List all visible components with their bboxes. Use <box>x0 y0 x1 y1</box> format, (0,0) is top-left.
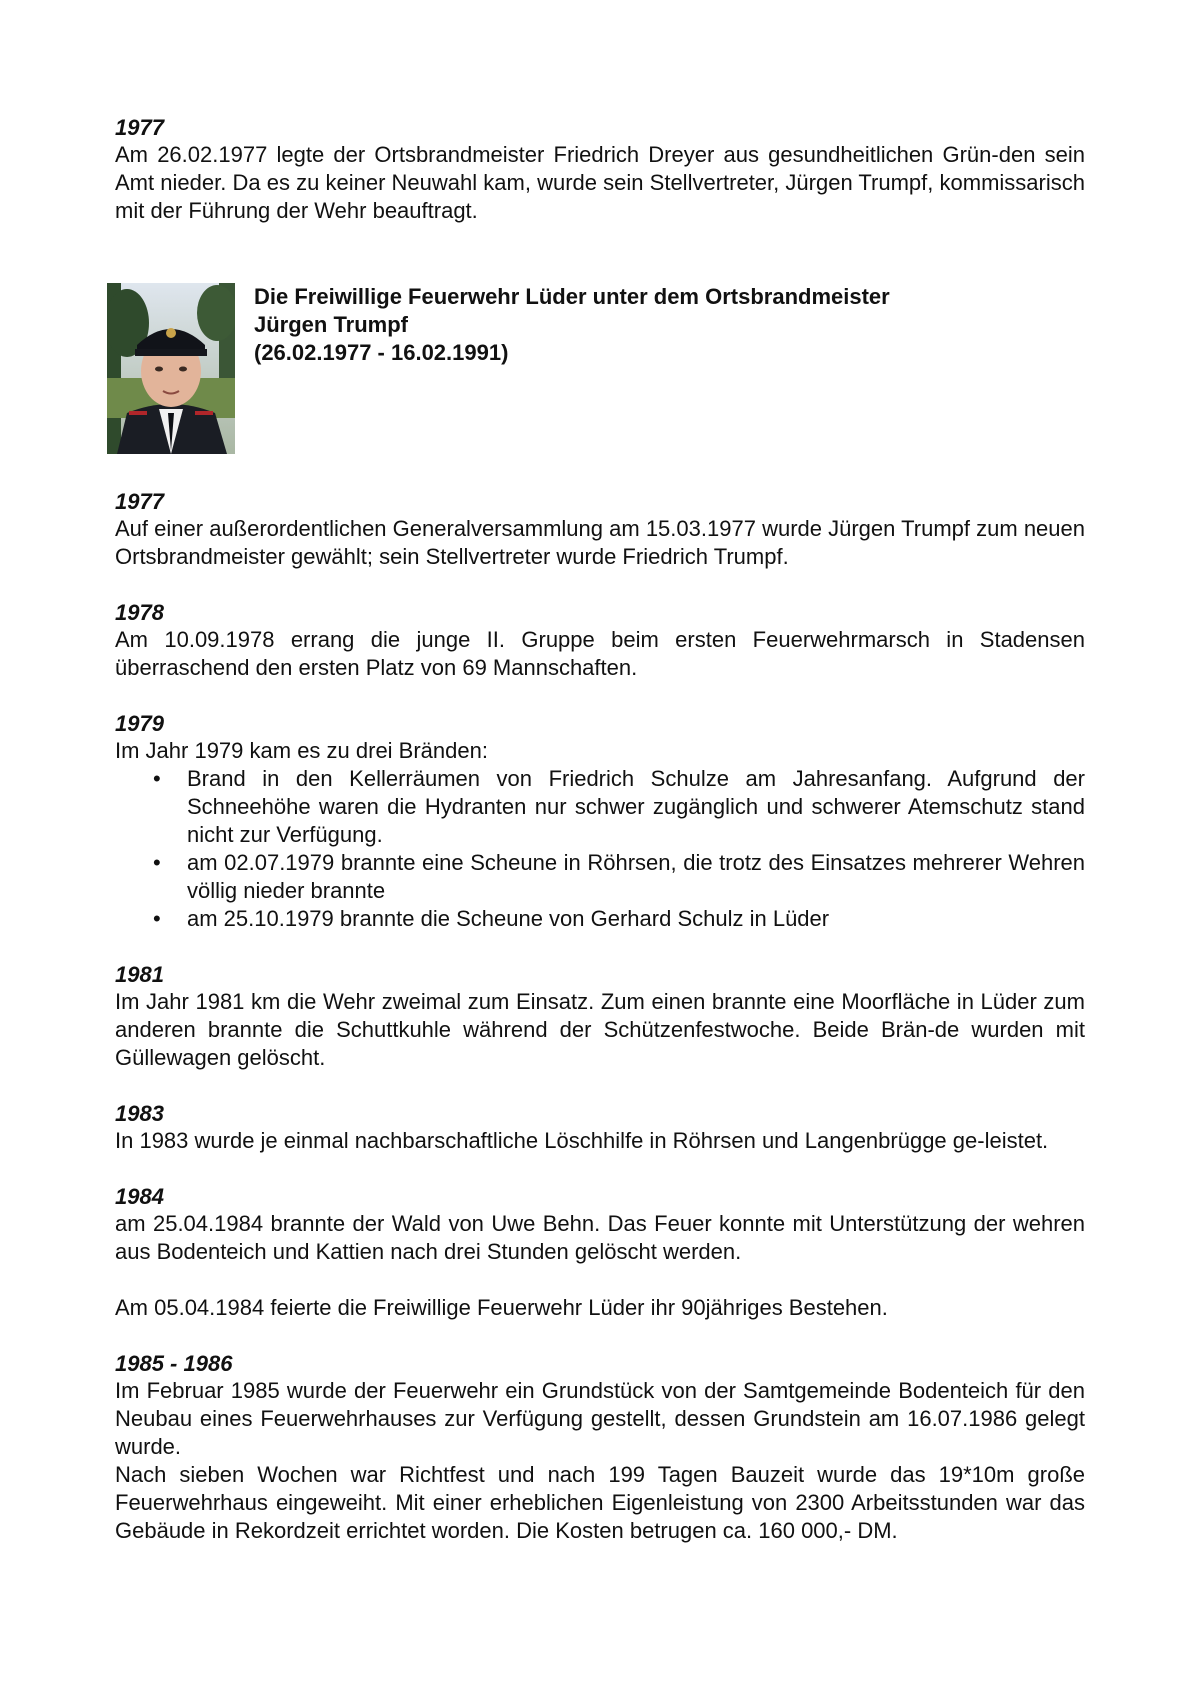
paragraph: Am 05.04.1984 feierte die Freiwillige Feuerwehr Lüder ihr 90jähriges Bestehen. <box>115 1295 888 1320</box>
paragraph: Auf einer außerordentlichen Generalversammlung am 15.03.1977 wurde Jürgen Trumpf zum neuen Ortsbrandmeister gewählt; sein Stellvertreter wurde Friedrich Trumpf. <box>115 516 1085 569</box>
year-heading: 1977 <box>115 115 164 140</box>
list-item <box>115 849 1085 905</box>
paragraph: am 25.04.1984 brannte der Wald von Uwe Behn. Das Feuer konnte mit Unterstützung der wehren aus Bodenteich und Kattien nach drei Stunden gelöscht werden. <box>115 1211 1085 1264</box>
year-heading: 1981 <box>115 962 164 987</box>
paragraph: Nach sieben Wochen war Richtfest und nach 199 Tagen Bauzeit wurde das 19*10m große Feuerwehrhaus eingeweiht. Mit einer erheblichen Eigenleistung von 2300 Arbeitsstunden war das Gebäude in Rekordzeit errichtet worden. Die Kosten betrugen ca. 160 000,- DM. <box>115 1462 1085 1543</box>
year-heading: 1983 <box>115 1101 164 1126</box>
section-1979 <box>115 710 1085 933</box>
year-heading: 1984 <box>115 1184 164 1209</box>
paragraph: Am 26.02.1977 legte der Ortsbrandmeister Friedrich Dreyer aus gesundheitlichen Grün-den sein Amt nieder. Da es zu keiner Neuwahl kam, wurde sein Stellvertreter, Jürgen Trumpf, kommissarisch mit der Führung der Wehr beauftragt. <box>115 142 1085 223</box>
paragraph: In 1983 wurde je einmal nachbarschaftliche Löschhilfe in Röhrsen und Langenbrügge ge-leistet. <box>115 1128 1049 1153</box>
list-item-text: Brand in den Kellerräumen von Friedrich Schulze am Jahresanfang. Aufgrund der Schneehöhe waren die Hydranten nur schwer zugänglich und schwerer Atemschutz stand nicht zur Verfügung. <box>187 766 1085 847</box>
chapter-title-line-2: Jürgen Trumpf <box>254 312 409 337</box>
chapter-title-dates: (26.02.1977 - 16.02.1991) <box>254 340 509 365</box>
section-1978 <box>115 599 1085 682</box>
paragraph: Im Februar 1985 wurde der Feuerwehr ein Grundstück von der Samtgemeinde Bodenteich für den Neubau eines Feuerwehrhauses zur Verfügung gestellt, dessen Grundstein am 16.07.1986 gelegt wurde. <box>115 1378 1085 1459</box>
chapter-header <box>107 283 1085 454</box>
list-item <box>115 905 1085 933</box>
bullet-icon: • <box>153 850 161 875</box>
bullet-icon: • <box>153 766 161 791</box>
chapter-title <box>254 283 890 367</box>
bullet-icon: • <box>153 906 161 931</box>
paragraph: Im Jahr 1979 kam es zu drei Bränden: <box>115 738 488 763</box>
document-page <box>115 114 1085 1573</box>
list-item-text: am 02.07.1979 brannte eine Scheune in Röhrsen, die trotz des Einsatzes mehrerer Wehren völlig nieder brannte <box>187 850 1085 903</box>
section-1984 <box>115 1183 1085 1322</box>
section-1985-1986 <box>115 1350 1085 1545</box>
list-item-text: am 25.10.1979 brannte die Scheune von Gerhard Schulz in Lüder <box>187 906 830 931</box>
section-1981 <box>115 961 1085 1072</box>
year-heading: 1985 - 1986 <box>115 1351 233 1376</box>
section-1983 <box>115 1100 1085 1155</box>
fire-list <box>115 765 1085 933</box>
paragraph: Im Jahr 1981 km die Wehr zweimal zum Einsatz. Zum einen brannte eine Moorfläche in Lüder zum anderen brannte die Schuttkuhle während der Schützenfestwoche. Beide Brän-de wurden mit Güllewagen gelöscht. <box>115 989 1085 1070</box>
portrait-photo <box>107 283 235 454</box>
paragraph: Am 10.09.1978 errang die junge II. Gruppe beim ersten Feuerwehrmarsch in Stadensen überraschend den ersten Platz von 69 Mannschaften. <box>115 627 1085 680</box>
section-1977-election <box>115 488 1085 571</box>
year-heading: 1977 <box>115 489 164 514</box>
year-heading: 1979 <box>115 711 164 736</box>
section-1977-resignation <box>115 114 1085 225</box>
year-heading: 1978 <box>115 600 164 625</box>
chapter-title-line-1: Die Freiwillige Feuerwehr Lüder unter dem Ortsbrandmeister <box>254 284 890 309</box>
list-item <box>115 765 1085 849</box>
